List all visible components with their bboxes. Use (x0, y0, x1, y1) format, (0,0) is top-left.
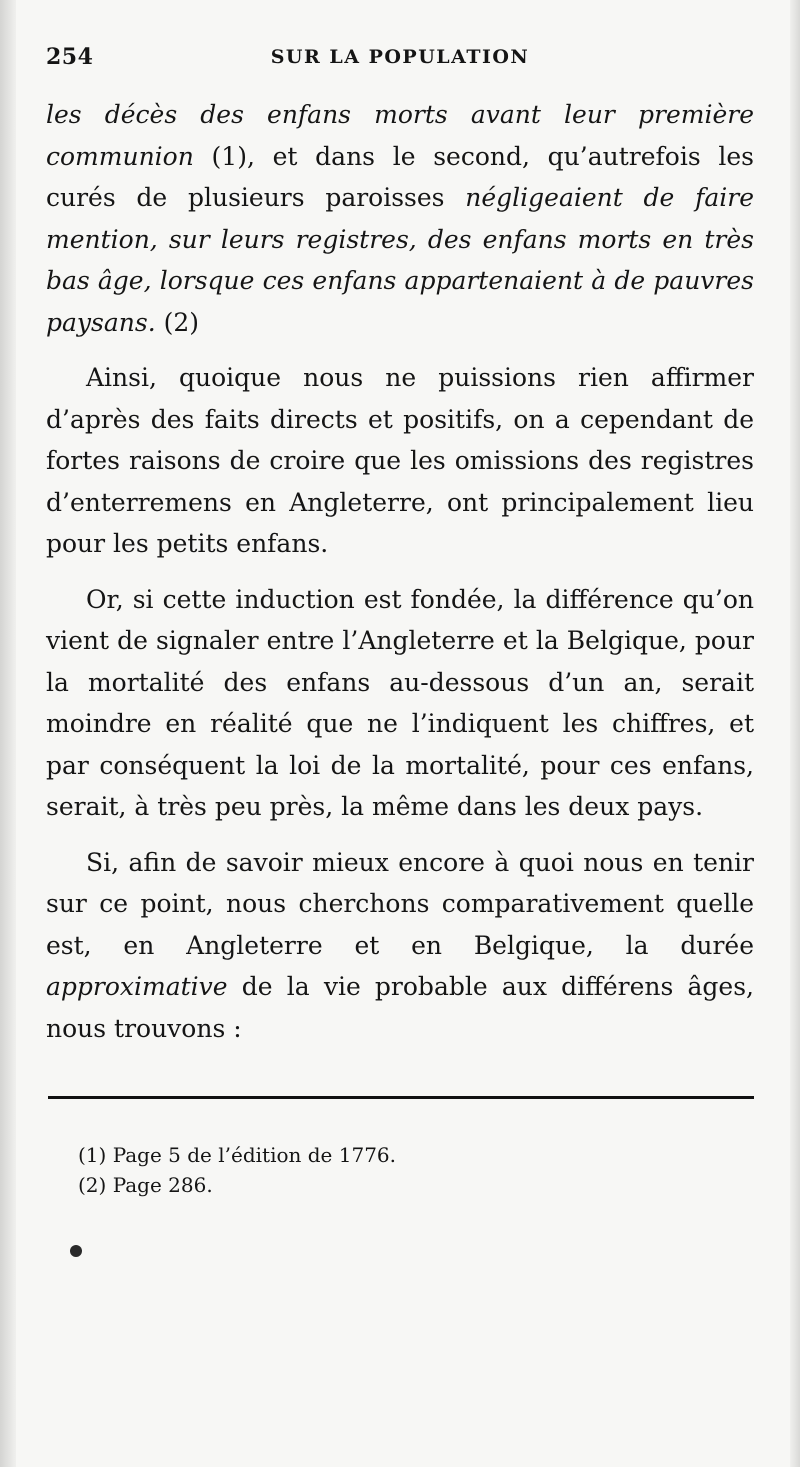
page-right-edge-shadow (790, 0, 800, 1467)
footnotes (78, 1140, 718, 1200)
paragraph-4-italic-1: approximative (46, 972, 228, 1001)
paragraph-1-italic-2: négligeaient de faire mention, sur leurs registres, des enfans morts en très bas âge, lorsque ces enfans appartenaient à de pauvres paysans. (46, 183, 754, 337)
paragraph-1-text-2: (2) (155, 307, 200, 337)
paragraph-1-italic-1: les décès des enfans morts avant leur première communion (46, 100, 754, 171)
paragraph-1 (46, 94, 754, 343)
page-header (46, 44, 754, 76)
paragraph-2: Ainsi, quoique nous ne puissions rien affirmer d’après des faits directs et positifs, on a cependant de fortes raisons de croire que les omissions des registres d’enterremens en Angleterre, ont principalement lieu pour les petits enfans. (46, 363, 754, 558)
footnote-1: (1) Page 5 de l’édition de 1776. (78, 1143, 396, 1167)
ink-spot (70, 1245, 82, 1257)
body-text (46, 94, 754, 1063)
paragraph-4 (46, 842, 754, 1050)
page-left-edge-shadow (0, 0, 16, 1467)
running-title: SUR LA POPULATION (270, 46, 530, 68)
paragraph-1-text-1: (1), et dans le second, qu’autrefois les curés de plusieurs paroisses (46, 141, 754, 212)
paragraph-4-text-1: Si, afin de savoir mieux encore à quoi nous en tenir sur ce point, nous cherchons comparativement quelle est, en Angleterre et en Belgique, la durée (46, 847, 754, 960)
page-number: 254 (46, 44, 94, 70)
footnote-2: (2) Page 286. (78, 1173, 213, 1197)
paragraph-4-text-2: de la vie probable aux différens âges, nous trouvons : (46, 972, 754, 1043)
paragraph-3: Or, si cette induction est fondée, la différence qu’on vient de signaler entre l’Angleterre et la Belgique, pour la mortalité des enfans au-dessous d’un an, serait moindre en réalité que ne l’indiquent les chiffres, et par conséquent la loi de la mortalité, pour ces enfans, serait, à très peu près, la même dans les deux pays. (46, 584, 754, 821)
footnote-separator-rule (48, 1096, 754, 1099)
